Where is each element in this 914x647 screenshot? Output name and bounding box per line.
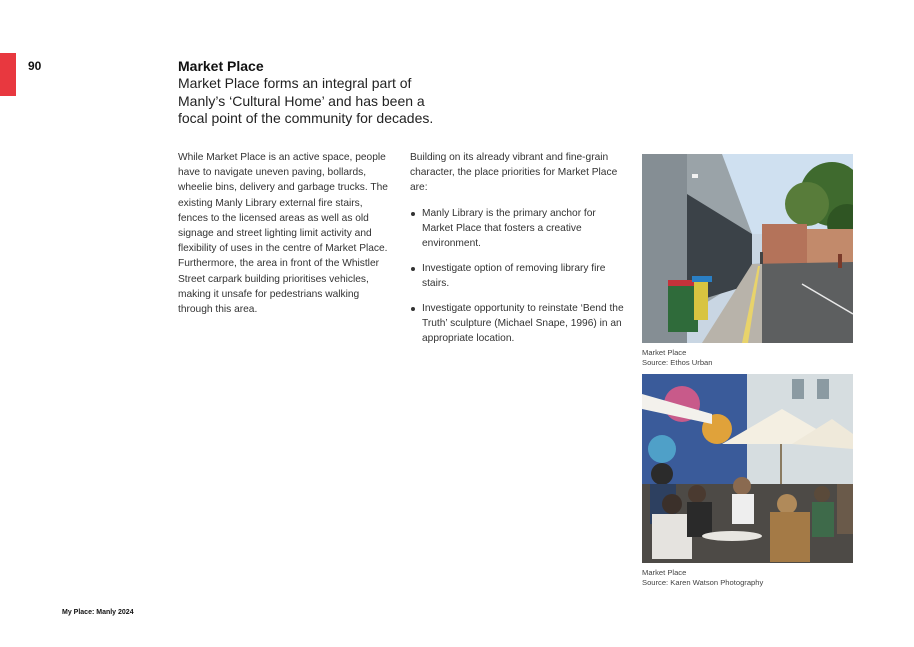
priority-item: Investigate option of removing library fire stairs. <box>410 261 625 291</box>
image-caption <box>642 568 763 588</box>
street-photo <box>642 154 853 343</box>
document-footer: My Place: Manly 2024 <box>62 609 134 616</box>
priorities-intro: Building on its already vibrant and fine-grain character, the place priorities for Market Place are: <box>410 152 618 194</box>
section-intro: Market Place forms an integral part of Manly’s ‘Cultural Home’ and has been a focal point of the community for decades. <box>178 75 434 126</box>
body-column-1: While Market Place is an active space, people have to navigate uneven paving, bollards, wheelie bins, delivery and garbage trucks. The existing Manly Library external fire stairs, fences to the licensed areas as well as old signage and street lighting limit activity and flexibility of uses in the centre of Market Place. Furthermore, the area in front of the Whistler Street carpark building prioritises vehicles, making it unsafe for pedestrians walking through this area. <box>178 152 388 316</box>
priority-item: Manly Library is the primary anchor for Market Place that fosters a creative environment. <box>410 206 625 252</box>
page-number: 90 <box>28 59 42 73</box>
section-title: Market Place <box>178 58 264 74</box>
image-caption <box>642 348 713 368</box>
priorities-list <box>410 206 625 347</box>
caption-source: Source: Ethos Urban <box>642 358 713 367</box>
caption-source: Source: Karen Watson Photography <box>642 578 764 587</box>
priority-item: Investigate opportunity to reinstate ‘Bend the Truth’ sculpture (Michael Snape, 1996) in an appropriate location. <box>410 301 625 347</box>
caption-title: Market Place <box>642 348 687 357</box>
body-column-2 <box>410 150 625 356</box>
dining-photo <box>642 374 853 563</box>
caption-title: Market Place <box>642 568 687 577</box>
section-accent-tab <box>0 53 16 96</box>
